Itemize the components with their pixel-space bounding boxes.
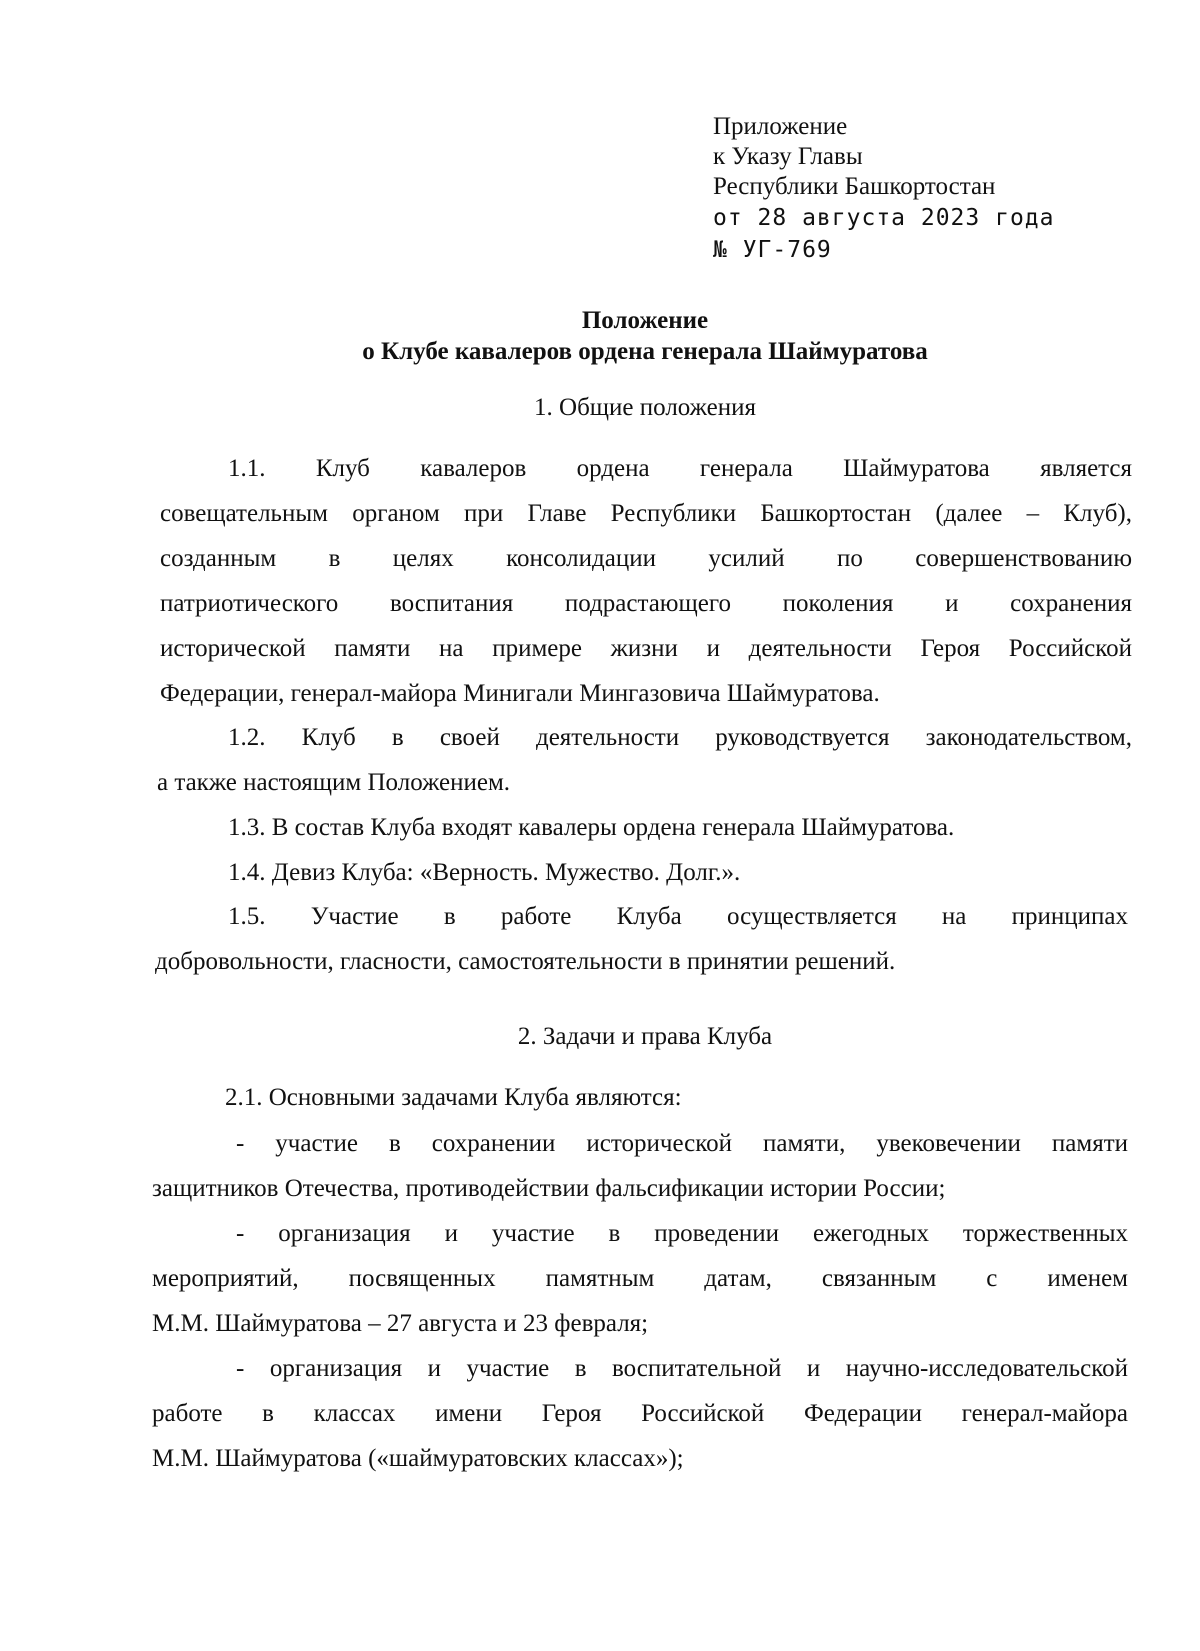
- paragraph-line: 1.5. Участие в работе Клуба осуществляется на принципах: [228, 903, 1128, 930]
- list-item-line: работе в классах имени Героя Российской Федерации генерал-майора: [152, 1400, 1128, 1427]
- document-title: Положение: [581, 307, 709, 334]
- paragraph-line: а также настоящим Положением.: [157, 769, 511, 796]
- paragraph-line: 1.1. Клуб кавалеров ордена генерала Шаймуратова является: [228, 455, 1132, 482]
- paragraph-line: созданным в целях консолидации усилий по совершенствованию: [160, 545, 1132, 572]
- appendix-number: № УГ-769: [713, 237, 832, 263]
- paragraph-line: Федерации, генерал-майора Минигали Мингазовича Шаймуратова.: [160, 680, 880, 707]
- appendix-line: Приложение: [713, 113, 848, 140]
- list-item-line: - организация и участие в проведении ежегодных торжественных: [236, 1220, 1128, 1247]
- list-item-line: мероприятий, посвященных памятным датам, связанным с именем: [152, 1265, 1128, 1292]
- paragraph-line: патриотического воспитания подрастающего поколения и сохранения: [160, 590, 1132, 617]
- appendix-line: Республики Башкортостан: [713, 173, 996, 200]
- section-heading: 2. Задачи и права Клуба: [517, 1023, 773, 1050]
- document-subtitle: о Клубе кавалеров ордена генерала Шаймуратова: [362, 338, 928, 365]
- paragraph-line: совещательным органом при Главе Республики Башкортостан (далее – Клуб),: [160, 500, 1132, 527]
- list-item-line: - организация и участие в воспитательной и научно-исследовательской: [236, 1355, 1128, 1382]
- section-heading: 1. Общие положения: [534, 394, 756, 421]
- paragraph-line: исторической памяти на примере жизни и деятельности Героя Российской: [160, 635, 1132, 662]
- list-item-line: защитников Отечества, противодействии фальсификации истории России;: [152, 1175, 946, 1202]
- paragraph-line: 1.4. Девиз Клуба: «Верность. Мужество. Долг.».: [228, 859, 741, 886]
- appendix-line: к Указу Главы: [713, 143, 863, 170]
- list-item-line: М.М. Шаймуратова («шаймуратовских классах»);: [152, 1445, 684, 1472]
- paragraph-line: 1.2. Клуб в своей деятельности руководствуется законодательством,: [228, 724, 1132, 751]
- paragraph-line: 1.3. В состав Клуба входят кавалеры ордена генерала Шаймуратова.: [228, 814, 955, 841]
- list-item-line: - участие в сохранении исторической памяти, увековечении памяти: [236, 1130, 1128, 1157]
- appendix-block: [713, 112, 1055, 266]
- list-item-line: М.М. Шаймуратова – 27 августа и 23 февраля;: [152, 1310, 649, 1337]
- paragraph-line: 2.1. Основными задачами Клуба являются:: [225, 1084, 682, 1111]
- appendix-date: от 28 августа 2023 года: [713, 205, 1055, 231]
- paragraph-line: добровольности, гласности, самостоятельности в принятии решений.: [155, 948, 896, 975]
